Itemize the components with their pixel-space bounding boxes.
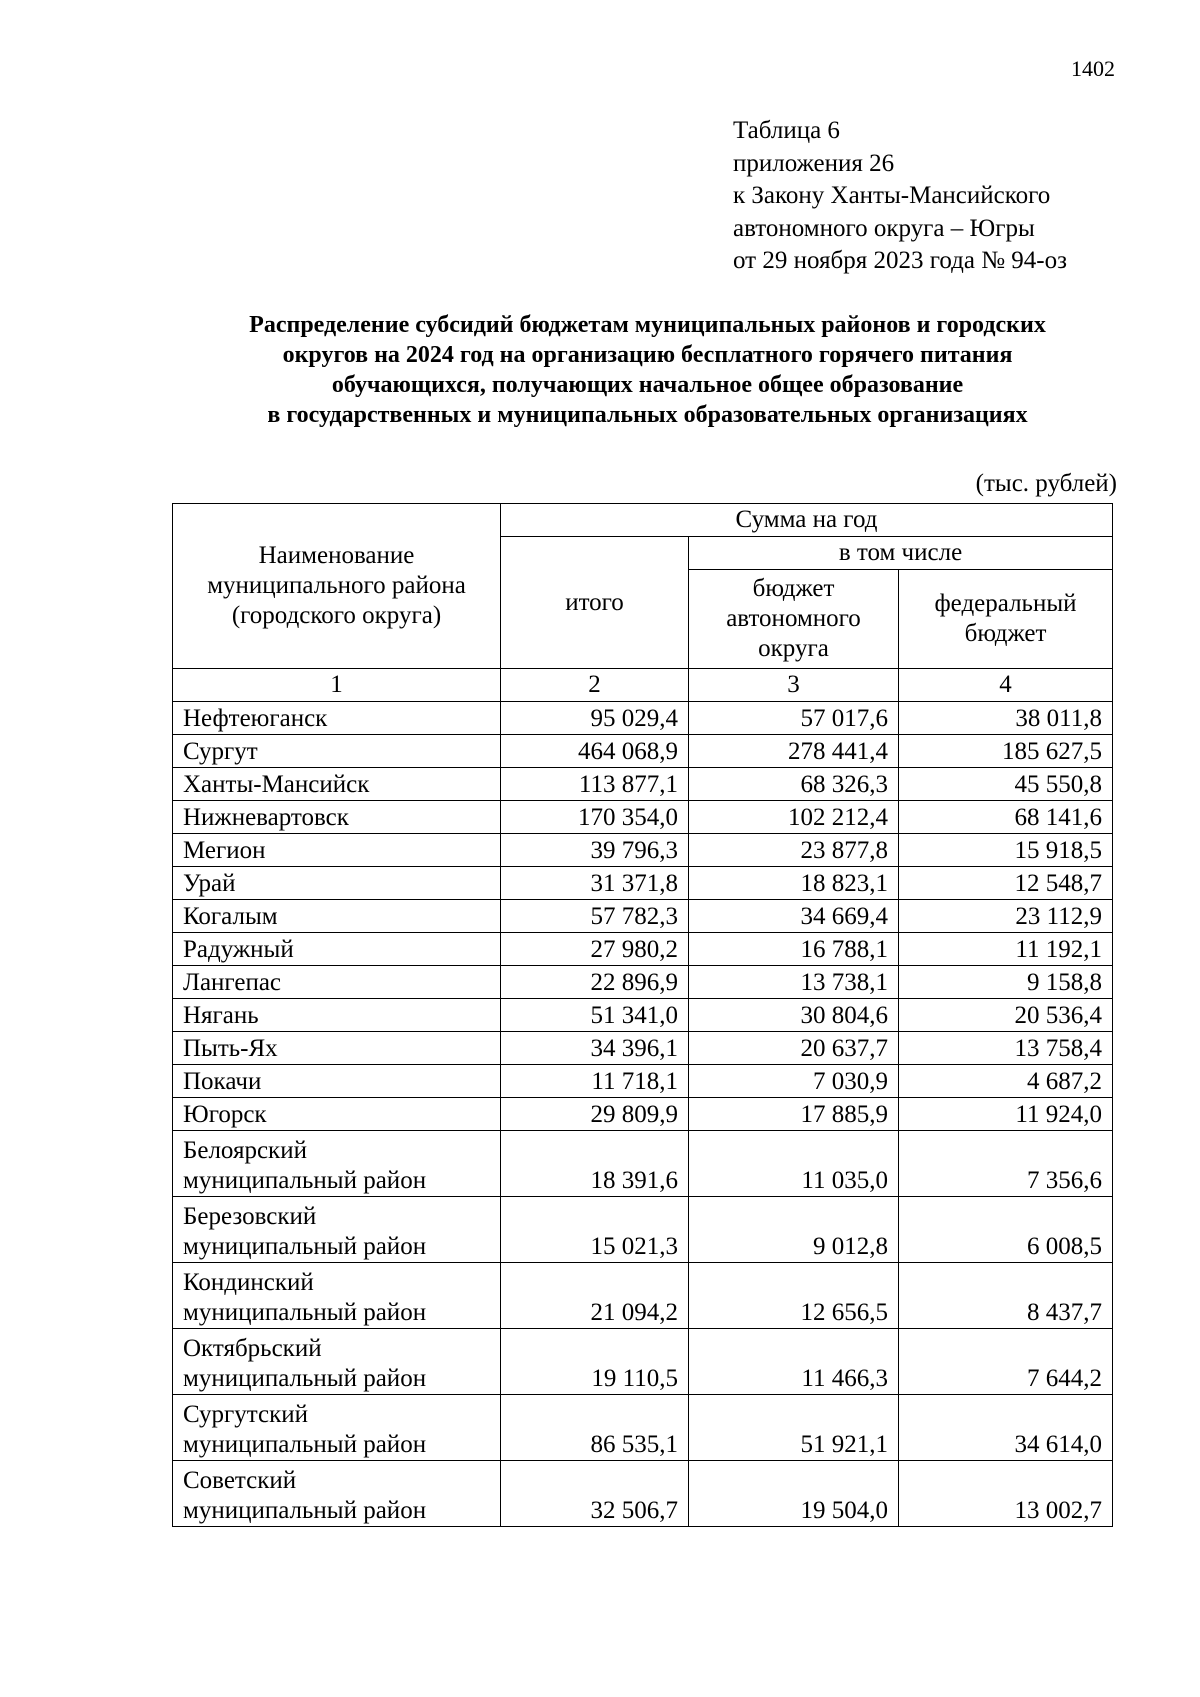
title-line: Распределение субсидий бюджетам муниципальных районов и городских	[249, 312, 1046, 338]
municipality-name-line: Радужный	[183, 936, 294, 963]
municipality-name-line: Ханты-Мансийск	[183, 771, 370, 798]
municipality-name-line: Мегион	[183, 837, 266, 864]
cell-federal-budget: 68 141,6	[899, 801, 1113, 834]
page-number: 1402	[1071, 56, 1115, 81]
cell-total: 22 896,9	[501, 966, 689, 999]
cell-municipality	[173, 1461, 501, 1527]
cell-federal-budget: 7 356,6	[899, 1131, 1113, 1197]
cell-total: 11 718,1	[501, 1065, 689, 1098]
table-row	[173, 834, 1113, 867]
column-number: 3	[689, 669, 899, 702]
document-title	[160, 310, 1135, 430]
cell-okrug-budget: 30 804,6	[689, 999, 899, 1032]
table-row	[173, 1395, 1113, 1461]
cell-okrug-budget: 13 738,1	[689, 966, 899, 999]
cell-federal-budget: 11 192,1	[899, 933, 1113, 966]
cell-municipality	[173, 1065, 501, 1098]
units-note: (тыс. рублей)	[975, 470, 1117, 497]
header-federal-line: бюджет	[964, 620, 1047, 647]
cell-total: 51 341,0	[501, 999, 689, 1032]
municipality-name-line: Сургутский	[183, 1401, 309, 1428]
table-row	[173, 966, 1113, 999]
table-row	[173, 867, 1113, 900]
cell-federal-budget: 23 112,9	[899, 900, 1113, 933]
table-body	[173, 702, 1113, 1527]
cell-total: 57 782,3	[501, 900, 689, 933]
cell-municipality	[173, 735, 501, 768]
cell-total: 29 809,9	[501, 1098, 689, 1131]
municipality-name-line: муниципальный район	[183, 1167, 427, 1194]
cell-municipality	[173, 768, 501, 801]
municipality-name-line: Пыть-Ях	[183, 1035, 278, 1062]
cell-total: 170 354,0	[501, 801, 689, 834]
cell-federal-budget: 11 924,0	[899, 1098, 1113, 1131]
municipality-name-line: Когалым	[183, 903, 278, 930]
cell-federal-budget: 34 614,0	[899, 1395, 1113, 1461]
municipality-name-line: Покачи	[183, 1068, 262, 1095]
header-name-line: Наименование	[258, 542, 415, 569]
municipality-name-line: Нефтеюганск	[183, 705, 328, 732]
municipality-name-line: муниципальный район	[183, 1299, 427, 1326]
header-including: в том числе	[689, 537, 1113, 570]
header-total: итого	[501, 537, 689, 669]
cell-okrug-budget: 23 877,8	[689, 834, 899, 867]
title-line: округов на 2024 год на организацию бесплатного горячего питания	[282, 342, 1013, 368]
cell-okrug-budget: 17 885,9	[689, 1098, 899, 1131]
table-row	[173, 999, 1113, 1032]
column-number: 2	[501, 669, 689, 702]
cell-okrug-budget: 16 788,1	[689, 933, 899, 966]
cell-federal-budget: 15 918,5	[899, 834, 1113, 867]
table-row	[173, 1197, 1113, 1263]
cell-total: 32 506,7	[501, 1461, 689, 1527]
cell-federal-budget: 12 548,7	[899, 867, 1113, 900]
cell-total: 21 094,2	[501, 1263, 689, 1329]
cell-total: 18 391,6	[501, 1131, 689, 1197]
cell-okrug-budget: 12 656,5	[689, 1263, 899, 1329]
appendix-line: от 29 ноября 2023 года № 94-оз	[733, 247, 1067, 274]
table-row	[173, 702, 1113, 735]
column-number: 1	[173, 669, 501, 702]
header-name-line: (городского округа)	[231, 602, 442, 629]
appendix-line: автономного округа – Югры	[733, 214, 1035, 242]
cell-total: 27 980,2	[501, 933, 689, 966]
cell-okrug-budget: 102 212,4	[689, 801, 899, 834]
cell-municipality	[173, 1197, 501, 1263]
cell-okrug-budget: 11 035,0	[689, 1131, 899, 1197]
municipality-name-line: Белоярский	[183, 1137, 307, 1164]
cell-municipality	[173, 933, 501, 966]
table-row	[173, 1263, 1113, 1329]
cell-okrug-budget: 51 921,1	[689, 1395, 899, 1461]
cell-okrug-budget: 11 466,3	[689, 1329, 899, 1395]
cell-okrug-budget: 57 017,6	[689, 702, 899, 735]
header-federal-line: федеральный	[934, 590, 1077, 617]
header-name	[173, 504, 501, 669]
header-federal-budget	[899, 570, 1113, 669]
cell-total: 15 021,3	[501, 1197, 689, 1263]
cell-municipality	[173, 867, 501, 900]
municipality-name-line: Кондинский	[183, 1269, 314, 1296]
cell-total: 39 796,3	[501, 834, 689, 867]
table-row	[173, 735, 1113, 768]
cell-okrug-budget: 18 823,1	[689, 867, 899, 900]
cell-okrug-budget: 68 326,3	[689, 768, 899, 801]
cell-federal-budget: 185 627,5	[899, 735, 1113, 768]
municipality-name-line: муниципальный район	[183, 1233, 427, 1260]
header-okrug-line: бюджет	[752, 575, 835, 602]
cell-municipality	[173, 1131, 501, 1197]
table-row	[173, 1461, 1113, 1527]
cell-federal-budget: 38 011,8	[899, 702, 1113, 735]
table-row	[173, 1098, 1113, 1131]
municipality-name-line: Нягань	[183, 1002, 259, 1029]
table-row	[173, 933, 1113, 966]
municipality-name-line: муниципальный район	[183, 1497, 427, 1524]
municipality-name-line: Урай	[183, 870, 236, 897]
municipality-name-line: Лангепас	[183, 969, 282, 996]
cell-federal-budget: 9 158,8	[899, 966, 1113, 999]
cell-federal-budget: 20 536,4	[899, 999, 1113, 1032]
cell-okrug-budget: 34 669,4	[689, 900, 899, 933]
cell-okrug-budget: 9 012,8	[689, 1197, 899, 1263]
header-okrug-line: округа	[758, 635, 829, 662]
cell-okrug-budget: 7 030,9	[689, 1065, 899, 1098]
cell-municipality	[173, 801, 501, 834]
appendix-reference	[733, 115, 1067, 278]
municipality-name-line: муниципальный район	[183, 1431, 427, 1458]
appendix-line: к Закону Ханты-Мансийского	[733, 182, 1051, 209]
cell-federal-budget: 6 008,5	[899, 1197, 1113, 1263]
appendix-line: Таблица 6	[733, 117, 840, 144]
appendix-line: приложения 26	[733, 149, 895, 177]
table-row	[173, 900, 1113, 933]
cell-total: 113 877,1	[501, 768, 689, 801]
cell-total: 464 068,9	[501, 735, 689, 768]
cell-federal-budget: 4 687,2	[899, 1065, 1113, 1098]
table-row	[173, 1065, 1113, 1098]
subsidy-table	[172, 503, 1113, 1527]
title-line: в государственных и муниципальных образовательных организациях	[267, 402, 1028, 428]
table-row	[173, 1032, 1113, 1065]
municipality-name-line: Советский	[183, 1467, 297, 1494]
municipality-name-line: Нижневартовск	[183, 804, 349, 831]
municipality-name-line: Октябрьский	[183, 1335, 322, 1362]
cell-okrug-budget: 19 504,0	[689, 1461, 899, 1527]
cell-okrug-budget: 20 637,7	[689, 1032, 899, 1065]
cell-federal-budget: 45 550,8	[899, 768, 1113, 801]
municipality-name-line: Югорск	[183, 1101, 267, 1128]
cell-municipality	[173, 966, 501, 999]
cell-municipality	[173, 900, 501, 933]
municipality-name-line: муниципальный район	[183, 1365, 427, 1392]
cell-federal-budget: 13 002,7	[899, 1461, 1113, 1527]
cell-municipality	[173, 1263, 501, 1329]
header-name-line: муниципального района	[207, 572, 466, 599]
cell-federal-budget: 8 437,7	[899, 1263, 1113, 1329]
cell-total: 19 110,5	[501, 1329, 689, 1395]
cell-municipality	[173, 999, 501, 1032]
cell-total: 31 371,8	[501, 867, 689, 900]
header-okrug-budget	[689, 570, 899, 669]
cell-total: 86 535,1	[501, 1395, 689, 1461]
cell-municipality	[173, 702, 501, 735]
table-row	[173, 1131, 1113, 1197]
cell-municipality	[173, 1098, 501, 1131]
cell-municipality	[173, 1032, 501, 1065]
cell-federal-budget: 13 758,4	[899, 1032, 1113, 1065]
cell-total: 95 029,4	[501, 702, 689, 735]
title-line: обучающихся, получающих начальное общее образование	[331, 372, 964, 398]
table-row	[173, 768, 1113, 801]
cell-municipality	[173, 834, 501, 867]
table-row	[173, 1329, 1113, 1395]
cell-municipality	[173, 1395, 501, 1461]
table-row	[173, 801, 1113, 834]
municipality-name-line: Сургут	[183, 738, 258, 765]
municipality-name-line: Березовский	[183, 1203, 317, 1230]
cell-municipality	[173, 1329, 501, 1395]
cell-total: 34 396,1	[501, 1032, 689, 1065]
header-okrug-line: автономного	[726, 605, 861, 632]
cell-federal-budget: 7 644,2	[899, 1329, 1113, 1395]
cell-okrug-budget: 278 441,4	[689, 735, 899, 768]
header-sum: Сумма на год	[501, 504, 1113, 537]
column-number: 4	[899, 669, 1113, 702]
